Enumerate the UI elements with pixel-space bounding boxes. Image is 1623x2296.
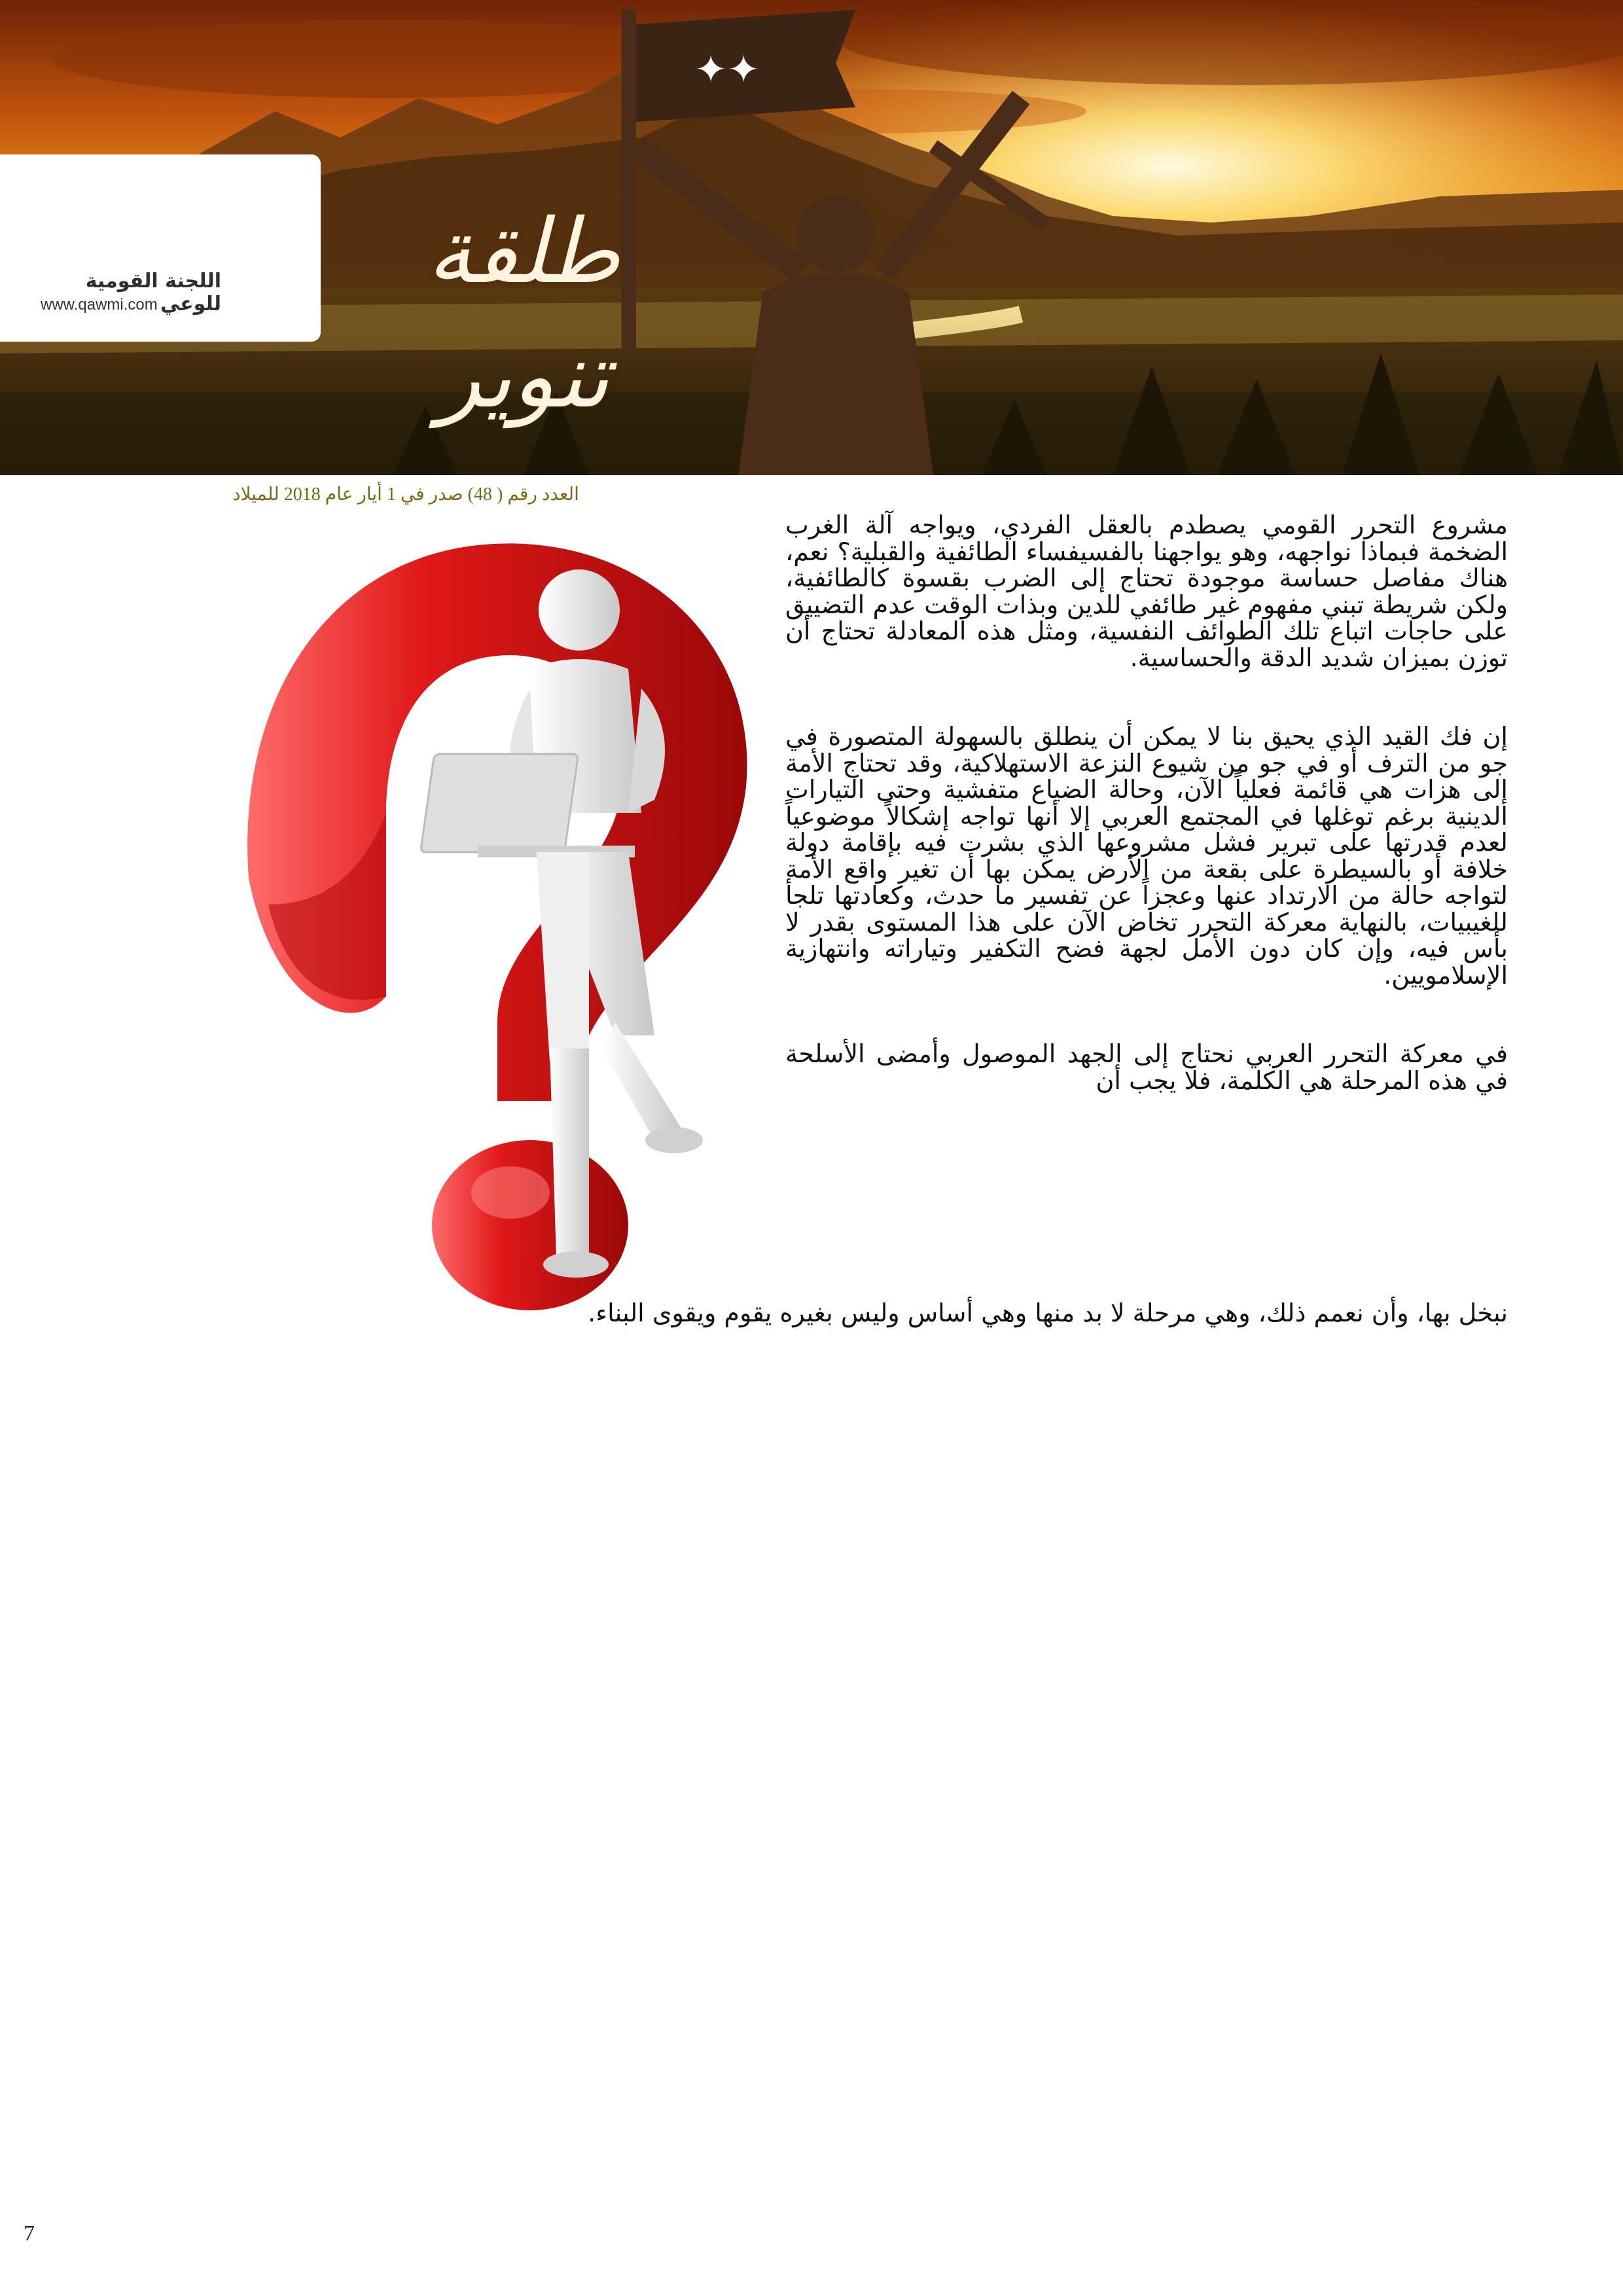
article-closing-line: نبخل بها، وأن نعمم ذلك، وهي مرحلة لا بد منها وهي أساس وليس بغيره يقوم ويقوى البناء. xyxy=(588,1299,1508,1327)
article-paragraph-2: إن فك القيد الذي يحيق بنا لا يمكن أن ينطلق بالسهولة المتصورة في جو من الترف أو في جو من شيوع النزعة الاستهلاكية، وقد تحتاج الأمة إلى هزات هي قائمة فعلياً الآن، وحالة الضياع متفشية وحتى التيارات الدينية برغم توغلها في المجتمع العربي إلا أنها تواجه إشكالاً موضوعياً لعدم قدرتها على تبرير فشل مشروعها الذي بشرت فيه بإقامة دولة خلافة أو بالسيطرة على بقعة من الأرض يمكن بها أن تغير واقع الأمة لتواجه حالة من الارتداد عنها وعجزاً عن تفسير ما حدث، وكعادتها تلجأ للغيبيات، بالنهاية معركة التحرر تخاض الآن على هذا المستوى بقدر لا بأس فيه، وإن كان دون الأمل لجهة فضح التكفير وتياراته وانتهازية الإسلامويين. xyxy=(785,722,1508,990)
article-paragraph-3: في معركة التحرر العربي نحتاج إلى الجهد الموصول وأمضى الأسلحة في هذه المرحلة هي الكلمة، فلا يجب أن xyxy=(785,1039,1508,1095)
page-number: 7 xyxy=(24,2221,35,2246)
magazine-title: طلقة تنوير xyxy=(427,200,620,428)
article-body xyxy=(785,512,1508,1094)
issue-info: العدد رقم ( 48) صدر في 1 أيار عام 2018 للميلاد xyxy=(232,484,579,505)
header-banner xyxy=(0,0,1623,475)
article-paragraph-1: مشروع التحرر القومي يصطدم بالعقل الفردي، ويواجه آلة الغرب الضخمة فبماذا نواجهه، وهو يواجهنا بالفسيفساء الطائفية والقبلية؟ نعم، هناك مفاصل حساسة موجودة تحتاج إلى الضرب بقسوة كالطائفية، ولكن شريطة تبني مفهوم غير طائفي للدين وبذات الوقت عدم التضييق على حاجات اتباع تلك الطوائف النفسية، ومثل هذه المعادلة تحتاج أن توزن بميزان شديد الدقة والحساسية. xyxy=(785,511,1508,672)
logo-url: www.qawmi.com xyxy=(41,296,158,314)
svg-text:✦✦: ✦✦ xyxy=(694,47,760,93)
question-mark-illustration xyxy=(223,538,772,1323)
logo-name: اللجنة القومية للوعي xyxy=(85,270,221,315)
flag-logo-icon xyxy=(0,0,1623,475)
